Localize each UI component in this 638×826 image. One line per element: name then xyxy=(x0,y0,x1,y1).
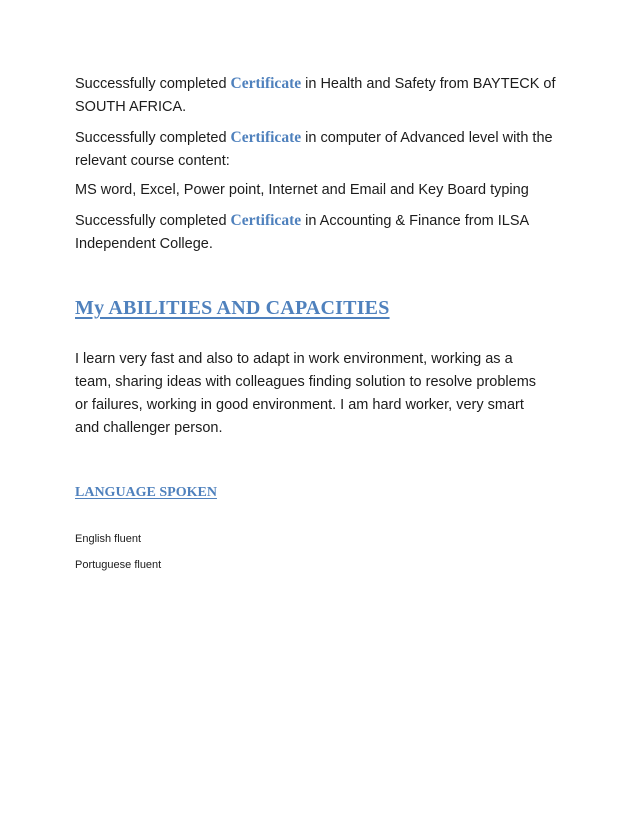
course-content-list: MS word, Excel, Power point, Internet and Email and Key Board typing xyxy=(75,182,529,198)
cert-rest: in Accounting & Finance from ILSA Independent College. xyxy=(75,213,529,252)
cert-prefix: Successfully completed xyxy=(75,130,231,146)
language-item-portuguese: Portuguese fluent xyxy=(75,559,162,571)
certificate-health-safety xyxy=(75,72,575,119)
abilities-heading: My ABILITIES AND CAPACITIES xyxy=(75,297,390,319)
cert-prefix: Successfully completed xyxy=(75,213,231,229)
certificate-keyword: Certificate xyxy=(230,212,302,229)
abilities-body: I learn very fast and also to adapt in work environment, working as a team, sharing ideas with colleagues finding solution to resolve problems or failures, working in good environment. I am hard worker, very smart and challenger person. xyxy=(75,351,537,436)
certificate-accounting xyxy=(75,209,575,256)
language-item-english: English fluent xyxy=(75,533,142,545)
certificate-computer xyxy=(75,126,575,173)
certificate-keyword: Certificate xyxy=(230,129,302,146)
cert-prefix: Successfully completed xyxy=(75,76,231,92)
cert-rest: in computer of Advanced level with the relevant course content: xyxy=(75,130,553,169)
languages-heading: LANGUAGE SPOKEN xyxy=(75,485,217,500)
cert-rest: in Health and Safety from BAYTECK of SOUTH AFRICA. xyxy=(75,76,556,115)
certificate-keyword: Certificate xyxy=(230,75,302,92)
